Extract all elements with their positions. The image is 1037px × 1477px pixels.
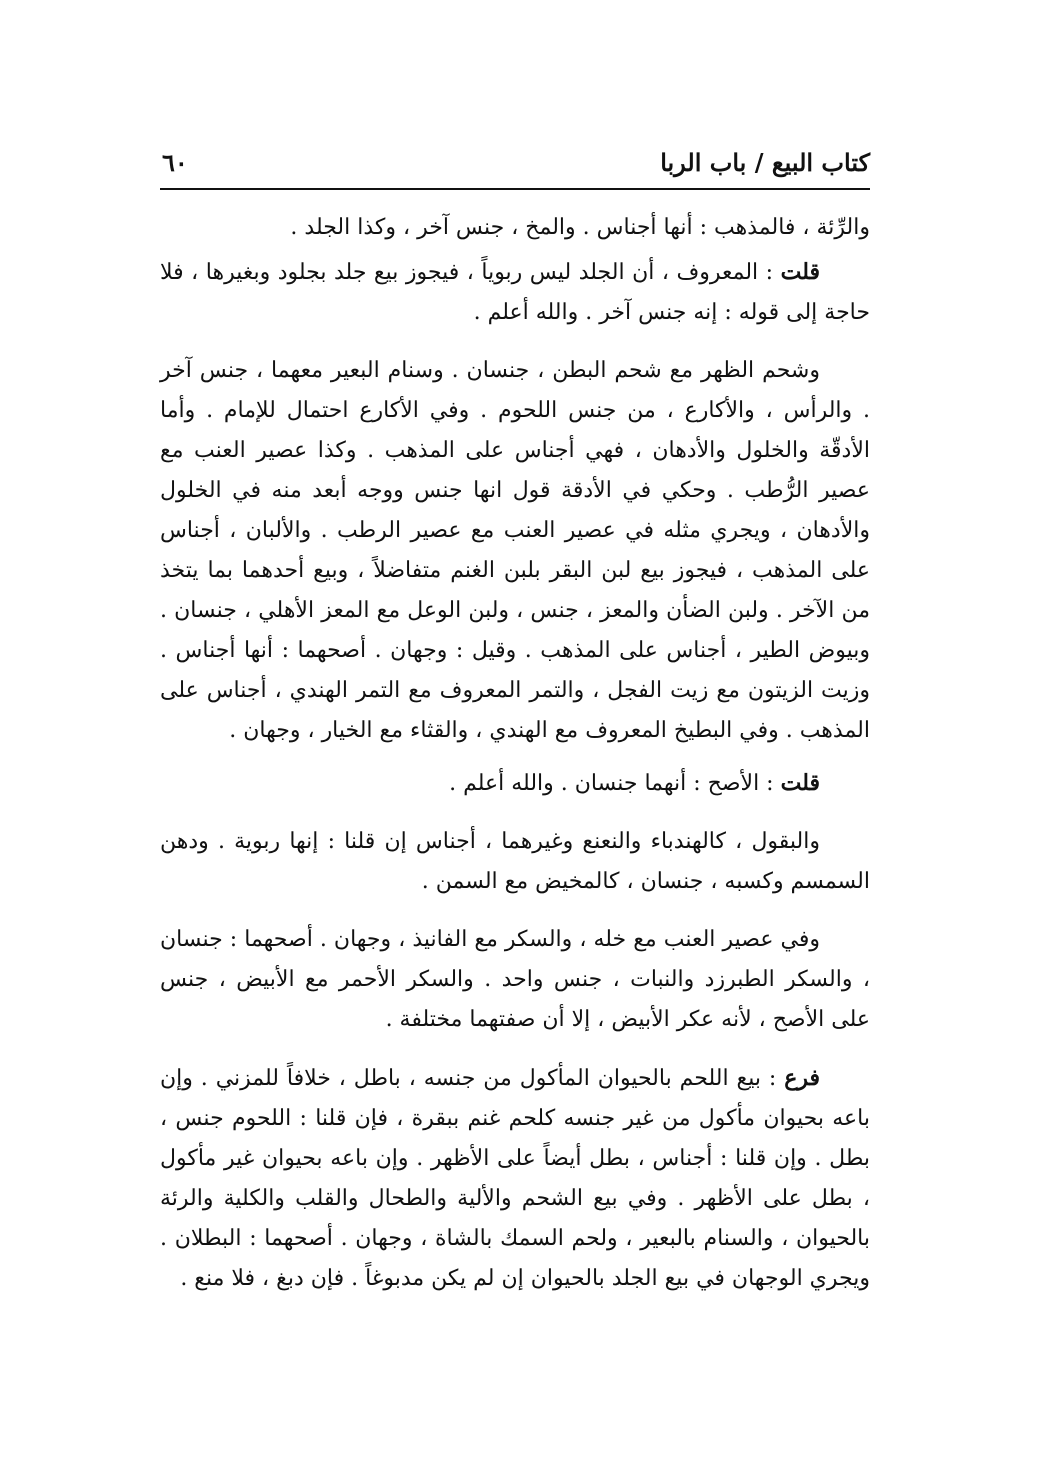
paragraph: [160, 763, 870, 804]
paragraph-lead: فرع: [784, 1065, 820, 1091]
header-title: كتاب البيع / باب الربا: [660, 148, 870, 177]
paragraph: [160, 351, 870, 751]
paragraph: [160, 208, 870, 248]
running-header: [160, 146, 870, 186]
paragraph-lead: قلت: [780, 259, 820, 285]
paragraph: [160, 1058, 870, 1299]
paragraph-text: وشحم الظهر مع شحم البطن ، جنسان . وسنام البعير معهما ، جنس آخر . والرأس ، والأكارع ، من جنس اللحوم . وفي الأكارع احتمال للإمام . وأما الأدقّة والخلول والأدهان ، فهي أجناس على المذهب . وكذا عصير العنب مع عصير الرُّطب . وحكي في الأدقة قول انها جنس ووجه أبعد منه في الخلول والأدهان ، ويجري مثله في عصير العنب مع عصير الرطب . والألبان ، أجناس على المذهب ، فيجوز بيع لبن البقر بلبن الغنم متفاضلاً ، وبيع أحدهما بما يتخذ من الآخر . ولبن الضأن والمعز ، جنس ، ولبن الوعل مع المعز الأهلي ، جنسان . وبيوض الطير ، أجناس على المذهب . وقيل : وجهان . أصحهما : أنها أجناس . وزيت الزيتون مع زيت الفجل ، والتمر المعروف مع التمر الهندي ، أجناس على المذهب . وفي البطيخ المعروف مع الهندي ، والقثاء مع الخيار ، وجهان .: [160, 358, 870, 743]
header-divider: [160, 188, 870, 190]
paragraph-lead: قلت: [780, 770, 820, 796]
page-body: [160, 208, 870, 1299]
paragraph: [160, 822, 870, 902]
paragraph-text: : المعروف ، أن الجلد ليس ربوياً ، فيجوز بيع جلد بجلود وبغيرها ، فلا حاجة إلى قوله : إنه جنس آخر . والله أعلم .: [160, 260, 870, 325]
paragraph: [160, 920, 870, 1040]
paragraph-text: : الأصح : أنهما جنسان . والله أعلم .: [449, 771, 781, 796]
paragraph-text: وفي عصير العنب مع خله ، والسكر مع الفانيذ ، وجهان . أصحهما : جنسان ، والسكر الطبرزد والنبات ، جنس واحد . والسكر الأحمر مع الأبيض ، جنس على الأصح ، لأنه عكر الأبيض ، إلا أن صفتهما مختلفة .: [160, 927, 870, 1032]
paragraph-text: والبقول ، كالهندباء والنعنع وغيرهما ، أجناس إن قلنا : إنها ربوية . ودهن السمسم وكسبه ، جنسان ، كالمخيض مع السمن .: [160, 829, 870, 894]
paragraph-text: والرِّئة ، فالمذهب : أنها أجناس . والمخ ، جنس آخر ، وكذا الجلد .: [290, 215, 870, 240]
page-number: ٦٠: [162, 148, 188, 177]
paragraph-text: : بيع اللحم بالحيوان المأكول من جنسه ، باطل ، خلافاً للمزني . وإن باعه بحيوان مأكول من غير جنسه كلحم غنم ببقرة ، فإن قلنا : اللحوم جنس ، بطل . وإن قلنا : أجناس ، بطل أيضاً على الأظهر . وإن باعه بحيوان غير مأكول ، بطل على الأظهر . وفي بيع الشحم والألية والطحال والقلب والكلية والرئة بالحيوان ، والسنام بالبعير ، ولحم السمك بالشاة ، وجهان . أصحهما : البطلان . ويجري الوجهان في بيع الجلد بالحيوان إن لم يكن مدبوغاً . فإن دبغ ، فلا منع .: [160, 1066, 870, 1291]
paragraph: [160, 252, 870, 333]
